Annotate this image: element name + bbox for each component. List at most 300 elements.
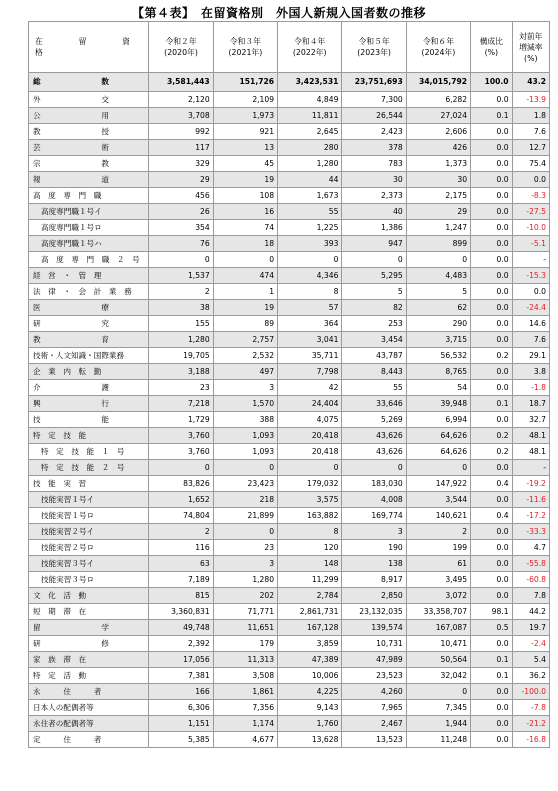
cell-2021: 2,532 <box>213 348 277 364</box>
cell-2023: 7,300 <box>342 92 406 108</box>
cell-2021: 2,109 <box>213 92 277 108</box>
cell-2024: 54 <box>406 380 470 396</box>
cell-2022: 47,389 <box>278 652 342 668</box>
cell-2023: 3 <box>342 524 406 540</box>
cell-change: 43.2 <box>512 73 549 92</box>
cell-2024: 2,606 <box>406 124 470 140</box>
cell-2020: 23 <box>149 380 213 396</box>
cell-2024: 7,345 <box>406 700 470 716</box>
row-label: 高度専門職１号イ <box>29 204 149 220</box>
cell-2021: 19 <box>213 172 277 188</box>
cell-2023: 138 <box>342 556 406 572</box>
cell-2024: 50,564 <box>406 652 470 668</box>
cell-ratio: 0.0 <box>471 92 513 108</box>
cell-2020: 26 <box>149 204 213 220</box>
cell-change: 7.8 <box>512 588 549 604</box>
cell-ratio: 0.0 <box>471 380 513 396</box>
table-row <box>29 300 550 316</box>
cell-2021: 497 <box>213 364 277 380</box>
cell-2023: 5,295 <box>342 268 406 284</box>
cell-2021: 1,280 <box>213 572 277 588</box>
cell-2020: 3,708 <box>149 108 213 124</box>
cell-2023: 4,260 <box>342 684 406 700</box>
cell-2021: 921 <box>213 124 277 140</box>
cell-ratio: 0.0 <box>471 492 513 508</box>
cell-2024: 64,626 <box>406 444 470 460</box>
cell-2023: 82 <box>342 300 406 316</box>
cell-2022: 1,280 <box>278 156 342 172</box>
cell-2021: 3 <box>213 380 277 396</box>
cell-change: 12.7 <box>512 140 549 156</box>
cell-2021: 1,093 <box>213 444 277 460</box>
cell-2021: 388 <box>213 412 277 428</box>
cell-2022: 20,418 <box>278 444 342 460</box>
cell-2022: 8 <box>278 524 342 540</box>
cell-change: 44.2 <box>512 604 549 620</box>
row-label: 特 定 活 動 <box>29 668 149 684</box>
table-row <box>29 396 550 412</box>
cell-2023: 5,269 <box>342 412 406 428</box>
cell-2022: 20,418 <box>278 428 342 444</box>
cell-2022: 3,041 <box>278 332 342 348</box>
cell-2020: 1,151 <box>149 716 213 732</box>
table-row <box>29 268 550 284</box>
cell-2022: 4,849 <box>278 92 342 108</box>
cell-2020: 1,729 <box>149 412 213 428</box>
cell-change: -11.6 <box>512 492 549 508</box>
cell-2021: 1,861 <box>213 684 277 700</box>
row-label: 医 療 <box>29 300 149 316</box>
table-row <box>29 73 550 92</box>
cell-2021: 179 <box>213 636 277 652</box>
cell-2022: 1,673 <box>278 188 342 204</box>
cell-2020: 83,826 <box>149 476 213 492</box>
cell-2023: 13,523 <box>342 732 406 748</box>
cell-2024: 32,042 <box>406 668 470 684</box>
cell-2020: 992 <box>149 124 213 140</box>
cell-2020: 0 <box>149 252 213 268</box>
cell-2022: 11,299 <box>278 572 342 588</box>
table-row <box>29 588 550 604</box>
cell-2022: 2,645 <box>278 124 342 140</box>
cell-2024: 290 <box>406 316 470 332</box>
table-row <box>29 556 550 572</box>
row-label: 日本人の配偶者等 <box>29 700 149 716</box>
cell-2023: 23,523 <box>342 668 406 684</box>
cell-2020: 6,306 <box>149 700 213 716</box>
cell-2024: 34,015,792 <box>406 73 470 92</box>
cell-ratio: 0.0 <box>471 156 513 172</box>
cell-2024: 5 <box>406 284 470 300</box>
cell-change: 14.6 <box>512 316 549 332</box>
cell-2024: 6,282 <box>406 92 470 108</box>
row-label: 技能実習１号イ <box>29 492 149 508</box>
table-row <box>29 604 550 620</box>
cell-2020: 815 <box>149 588 213 604</box>
cell-2022: 393 <box>278 236 342 252</box>
cell-2022: 1,225 <box>278 220 342 236</box>
cell-change: 7.6 <box>512 124 549 140</box>
cell-2020: 3,188 <box>149 364 213 380</box>
cell-2024: 4,483 <box>406 268 470 284</box>
cell-2022: 7,798 <box>278 364 342 380</box>
cell-2023: 8,443 <box>342 364 406 380</box>
row-label: 定 住 者 <box>29 732 149 748</box>
cell-2022: 3,859 <box>278 636 342 652</box>
cell-2024: 3,544 <box>406 492 470 508</box>
row-label: 技 能 実 習 <box>29 476 149 492</box>
cell-2021: 21,899 <box>213 508 277 524</box>
cell-2023: 5 <box>342 284 406 300</box>
row-label: 教 授 <box>29 124 149 140</box>
cell-2024: 167,087 <box>406 620 470 636</box>
cell-2020: 3,360,831 <box>149 604 213 620</box>
cell-2022: 3,575 <box>278 492 342 508</box>
cell-2024: 0 <box>406 460 470 476</box>
cell-2020: 2 <box>149 524 213 540</box>
cell-2022: 35,711 <box>278 348 342 364</box>
header-row <box>29 22 550 73</box>
cell-ratio: 0.2 <box>471 348 513 364</box>
table-row <box>29 460 550 476</box>
cell-2023: 0 <box>342 252 406 268</box>
cell-2024: 64,626 <box>406 428 470 444</box>
row-label: 短 期 滞 在 <box>29 604 149 620</box>
cell-ratio: 0.1 <box>471 652 513 668</box>
cell-2020: 3,760 <box>149 428 213 444</box>
cell-ratio: 0.0 <box>471 412 513 428</box>
cell-2023: 33,646 <box>342 396 406 412</box>
row-label: 文 化 活 動 <box>29 588 149 604</box>
cell-2023: 8,917 <box>342 572 406 588</box>
cell-change: -17.2 <box>512 508 549 524</box>
cell-2022: 44 <box>278 172 342 188</box>
cell-2020: 76 <box>149 236 213 252</box>
table-row <box>29 540 550 556</box>
cell-change: 5.4 <box>512 652 549 668</box>
cell-2022: 55 <box>278 204 342 220</box>
cell-ratio: 0.2 <box>471 428 513 444</box>
cell-2023: 0 <box>342 460 406 476</box>
cell-2022: 8 <box>278 284 342 300</box>
cell-2021: 1,570 <box>213 396 277 412</box>
cell-2020: 1,537 <box>149 268 213 284</box>
row-label: 永 住 者 <box>29 684 149 700</box>
cell-2024: 140,621 <box>406 508 470 524</box>
cell-change: 36.2 <box>512 668 549 684</box>
table-row <box>29 444 550 460</box>
cell-2021: 2,757 <box>213 332 277 348</box>
row-label: 永住者の配偶者等 <box>29 716 149 732</box>
cell-2024: 3,495 <box>406 572 470 588</box>
cell-2021: 23 <box>213 540 277 556</box>
cell-2020: 155 <box>149 316 213 332</box>
cell-ratio: 0.0 <box>471 364 513 380</box>
row-label: 高 度 専 門 職 <box>29 188 149 204</box>
cell-2021: 74 <box>213 220 277 236</box>
cell-change: 18.7 <box>512 396 549 412</box>
cell-2022: 2,784 <box>278 588 342 604</box>
cell-2020: 166 <box>149 684 213 700</box>
cell-ratio: 0.0 <box>471 684 513 700</box>
table-row <box>29 428 550 444</box>
cell-2020: 116 <box>149 540 213 556</box>
cell-2024: 39,948 <box>406 396 470 412</box>
cell-2024: 3,072 <box>406 588 470 604</box>
row-label: 高度専門職１号ハ <box>29 236 149 252</box>
table-row <box>29 412 550 428</box>
cell-2023: 190 <box>342 540 406 556</box>
cell-2023: 947 <box>342 236 406 252</box>
cell-change: 4.7 <box>512 540 549 556</box>
row-label: 特 定 技 能 <box>29 428 149 444</box>
cell-change: -100.0 <box>512 684 549 700</box>
cell-2022: 280 <box>278 140 342 156</box>
table-row <box>29 620 550 636</box>
cell-2020: 354 <box>149 220 213 236</box>
row-label: 技能実習２号ロ <box>29 540 149 556</box>
cell-2023: 23,132,035 <box>342 604 406 620</box>
table-row <box>29 476 550 492</box>
cell-change: 19.7 <box>512 620 549 636</box>
cell-2023: 47,989 <box>342 652 406 668</box>
cell-ratio: 0.0 <box>471 268 513 284</box>
cell-2021: 16 <box>213 204 277 220</box>
cell-change: -55.8 <box>512 556 549 572</box>
cell-2024: 8,765 <box>406 364 470 380</box>
row-label: 技能実習２号イ <box>29 524 149 540</box>
cell-2020: 49,748 <box>149 620 213 636</box>
cell-2024: 33,358,707 <box>406 604 470 620</box>
cell-2022: 57 <box>278 300 342 316</box>
row-label: 介 護 <box>29 380 149 396</box>
cell-2024: 62 <box>406 300 470 316</box>
cell-2023: 253 <box>342 316 406 332</box>
cell-ratio: 0.5 <box>471 620 513 636</box>
table-row <box>29 348 550 364</box>
cell-2023: 55 <box>342 380 406 396</box>
cell-2021: 474 <box>213 268 277 284</box>
table-row <box>29 524 550 540</box>
cell-ratio: 0.0 <box>471 588 513 604</box>
cell-2021: 7,356 <box>213 700 277 716</box>
table-row <box>29 332 550 348</box>
cell-change: -15.3 <box>512 268 549 284</box>
cell-2022: 0 <box>278 460 342 476</box>
cell-2023: 10,731 <box>342 636 406 652</box>
cell-2021: 108 <box>213 188 277 204</box>
table-row <box>29 172 550 188</box>
cell-ratio: 0.0 <box>471 540 513 556</box>
cell-change: 48.1 <box>512 444 549 460</box>
entrants-table <box>28 21 550 748</box>
cell-change: -21.2 <box>512 716 549 732</box>
cell-change: -7.8 <box>512 700 549 716</box>
cell-ratio: 98.1 <box>471 604 513 620</box>
cell-2020: 5,385 <box>149 732 213 748</box>
cell-2020: 0 <box>149 460 213 476</box>
cell-2024: 147,922 <box>406 476 470 492</box>
row-label: 外 交 <box>29 92 149 108</box>
row-label: 技能実習３号ロ <box>29 572 149 588</box>
cell-change: 7.6 <box>512 332 549 348</box>
cell-2022: 167,128 <box>278 620 342 636</box>
cell-ratio: 0.0 <box>471 172 513 188</box>
cell-2021: 0 <box>213 460 277 476</box>
cell-ratio: 0.0 <box>471 460 513 476</box>
cell-ratio: 0.1 <box>471 396 513 412</box>
cell-change: -33.3 <box>512 524 549 540</box>
row-label: 研 修 <box>29 636 149 652</box>
cell-2020: 329 <box>149 156 213 172</box>
cell-2021: 71,771 <box>213 604 277 620</box>
table-row <box>29 156 550 172</box>
cell-ratio: 0.0 <box>471 188 513 204</box>
table-row <box>29 636 550 652</box>
table-row <box>29 124 550 140</box>
cell-2024: 1,944 <box>406 716 470 732</box>
table-title: 【第４表】 在留資格別 外国人新規入国者数の推移 <box>131 6 426 20</box>
cell-2022: 4,346 <box>278 268 342 284</box>
cell-2023: 2,373 <box>342 188 406 204</box>
table-row <box>29 716 550 732</box>
row-label: 高 度 専 門 職 ２ 号 <box>29 252 149 268</box>
cell-2024: 11,248 <box>406 732 470 748</box>
cell-2024: 0 <box>406 252 470 268</box>
table-row <box>29 572 550 588</box>
cell-ratio: 0.0 <box>471 572 513 588</box>
cell-2021: 202 <box>213 588 277 604</box>
table-row <box>29 204 550 220</box>
cell-2022: 10,006 <box>278 668 342 684</box>
table-row <box>29 492 550 508</box>
table-row <box>29 188 550 204</box>
row-label: 特 定 技 能 ２ 号 <box>29 460 149 476</box>
cell-2022: 11,811 <box>278 108 342 124</box>
row-label: 興 行 <box>29 396 149 412</box>
cell-2022: 1,760 <box>278 716 342 732</box>
cell-2020: 1,280 <box>149 332 213 348</box>
cell-change: 0.0 <box>512 284 549 300</box>
cell-2021: 0 <box>213 524 277 540</box>
cell-2023: 30 <box>342 172 406 188</box>
cell-2024: 30 <box>406 172 470 188</box>
cell-ratio: 0.0 <box>471 636 513 652</box>
cell-ratio: 0.0 <box>471 316 513 332</box>
cell-2022: 4,075 <box>278 412 342 428</box>
header-2023: 令和５年 (2023年) <box>342 22 406 73</box>
cell-ratio: 0.0 <box>471 236 513 252</box>
cell-2020: 38 <box>149 300 213 316</box>
cell-ratio: 0.0 <box>471 556 513 572</box>
row-label: 特 定 技 能 １ 号 <box>29 444 149 460</box>
cell-2020: 3,581,443 <box>149 73 213 92</box>
cell-ratio: 0.0 <box>471 700 513 716</box>
cell-2021: 1,973 <box>213 108 277 124</box>
cell-change: -24.4 <box>512 300 549 316</box>
table-row <box>29 652 550 668</box>
cell-ratio: 0.0 <box>471 204 513 220</box>
cell-2023: 4,008 <box>342 492 406 508</box>
cell-2021: 45 <box>213 156 277 172</box>
cell-2020: 19,705 <box>149 348 213 364</box>
cell-ratio: 0.0 <box>471 300 513 316</box>
cell-2022: 42 <box>278 380 342 396</box>
cell-2024: 27,024 <box>406 108 470 124</box>
cell-2020: 1,652 <box>149 492 213 508</box>
header-2022: 令和４年 (2022年) <box>278 22 342 73</box>
table-row <box>29 316 550 332</box>
cell-2022: 179,032 <box>278 476 342 492</box>
cell-2024: 899 <box>406 236 470 252</box>
cell-2020: 7,189 <box>149 572 213 588</box>
row-label: 経 営 ・ 管 理 <box>29 268 149 284</box>
cell-2020: 2 <box>149 284 213 300</box>
table-row <box>29 140 550 156</box>
cell-change: -8.3 <box>512 188 549 204</box>
row-label: 家 族 滞 在 <box>29 652 149 668</box>
cell-ratio: 0.0 <box>471 332 513 348</box>
row-label: 総 数 <box>29 73 149 92</box>
cell-2024: 6,994 <box>406 412 470 428</box>
cell-change: -13.9 <box>512 92 549 108</box>
cell-2021: 11,313 <box>213 652 277 668</box>
cell-2021: 13 <box>213 140 277 156</box>
table-row <box>29 364 550 380</box>
table-row <box>29 236 550 252</box>
row-label: 技能実習１号ロ <box>29 508 149 524</box>
row-label: 宗 教 <box>29 156 149 172</box>
table-row <box>29 284 550 300</box>
cell-2024: 2 <box>406 524 470 540</box>
table-row <box>29 508 550 524</box>
cell-2021: 3 <box>213 556 277 572</box>
cell-2024: 29 <box>406 204 470 220</box>
cell-change: -10.0 <box>512 220 549 236</box>
table-row <box>29 684 550 700</box>
cell-2023: 2,850 <box>342 588 406 604</box>
cell-2022: 120 <box>278 540 342 556</box>
table-row <box>29 220 550 236</box>
cell-2021: 1 <box>213 284 277 300</box>
table-row <box>29 668 550 684</box>
cell-2022: 364 <box>278 316 342 332</box>
cell-change: -16.8 <box>512 732 549 748</box>
cell-2020: 456 <box>149 188 213 204</box>
cell-2023: 3,454 <box>342 332 406 348</box>
header-status: 在 留 資 格 <box>29 22 149 73</box>
cell-2024: 2,175 <box>406 188 470 204</box>
cell-change: - <box>512 460 549 476</box>
row-label: 報 道 <box>29 172 149 188</box>
table-row <box>29 92 550 108</box>
cell-change: -5.1 <box>512 236 549 252</box>
cell-2024: 426 <box>406 140 470 156</box>
cell-ratio: 0.0 <box>471 716 513 732</box>
cell-2021: 11,651 <box>213 620 277 636</box>
cell-change: -60.8 <box>512 572 549 588</box>
cell-2022: 3,423,531 <box>278 73 342 92</box>
cell-2023: 43,626 <box>342 444 406 460</box>
cell-2023: 26,544 <box>342 108 406 124</box>
cell-2020: 74,804 <box>149 508 213 524</box>
header-ratio: 構成比 (%) <box>471 22 513 73</box>
cell-2023: 169,774 <box>342 508 406 524</box>
cell-ratio: 0.0 <box>471 252 513 268</box>
cell-2021: 218 <box>213 492 277 508</box>
cell-2023: 1,386 <box>342 220 406 236</box>
cell-2024: 56,532 <box>406 348 470 364</box>
